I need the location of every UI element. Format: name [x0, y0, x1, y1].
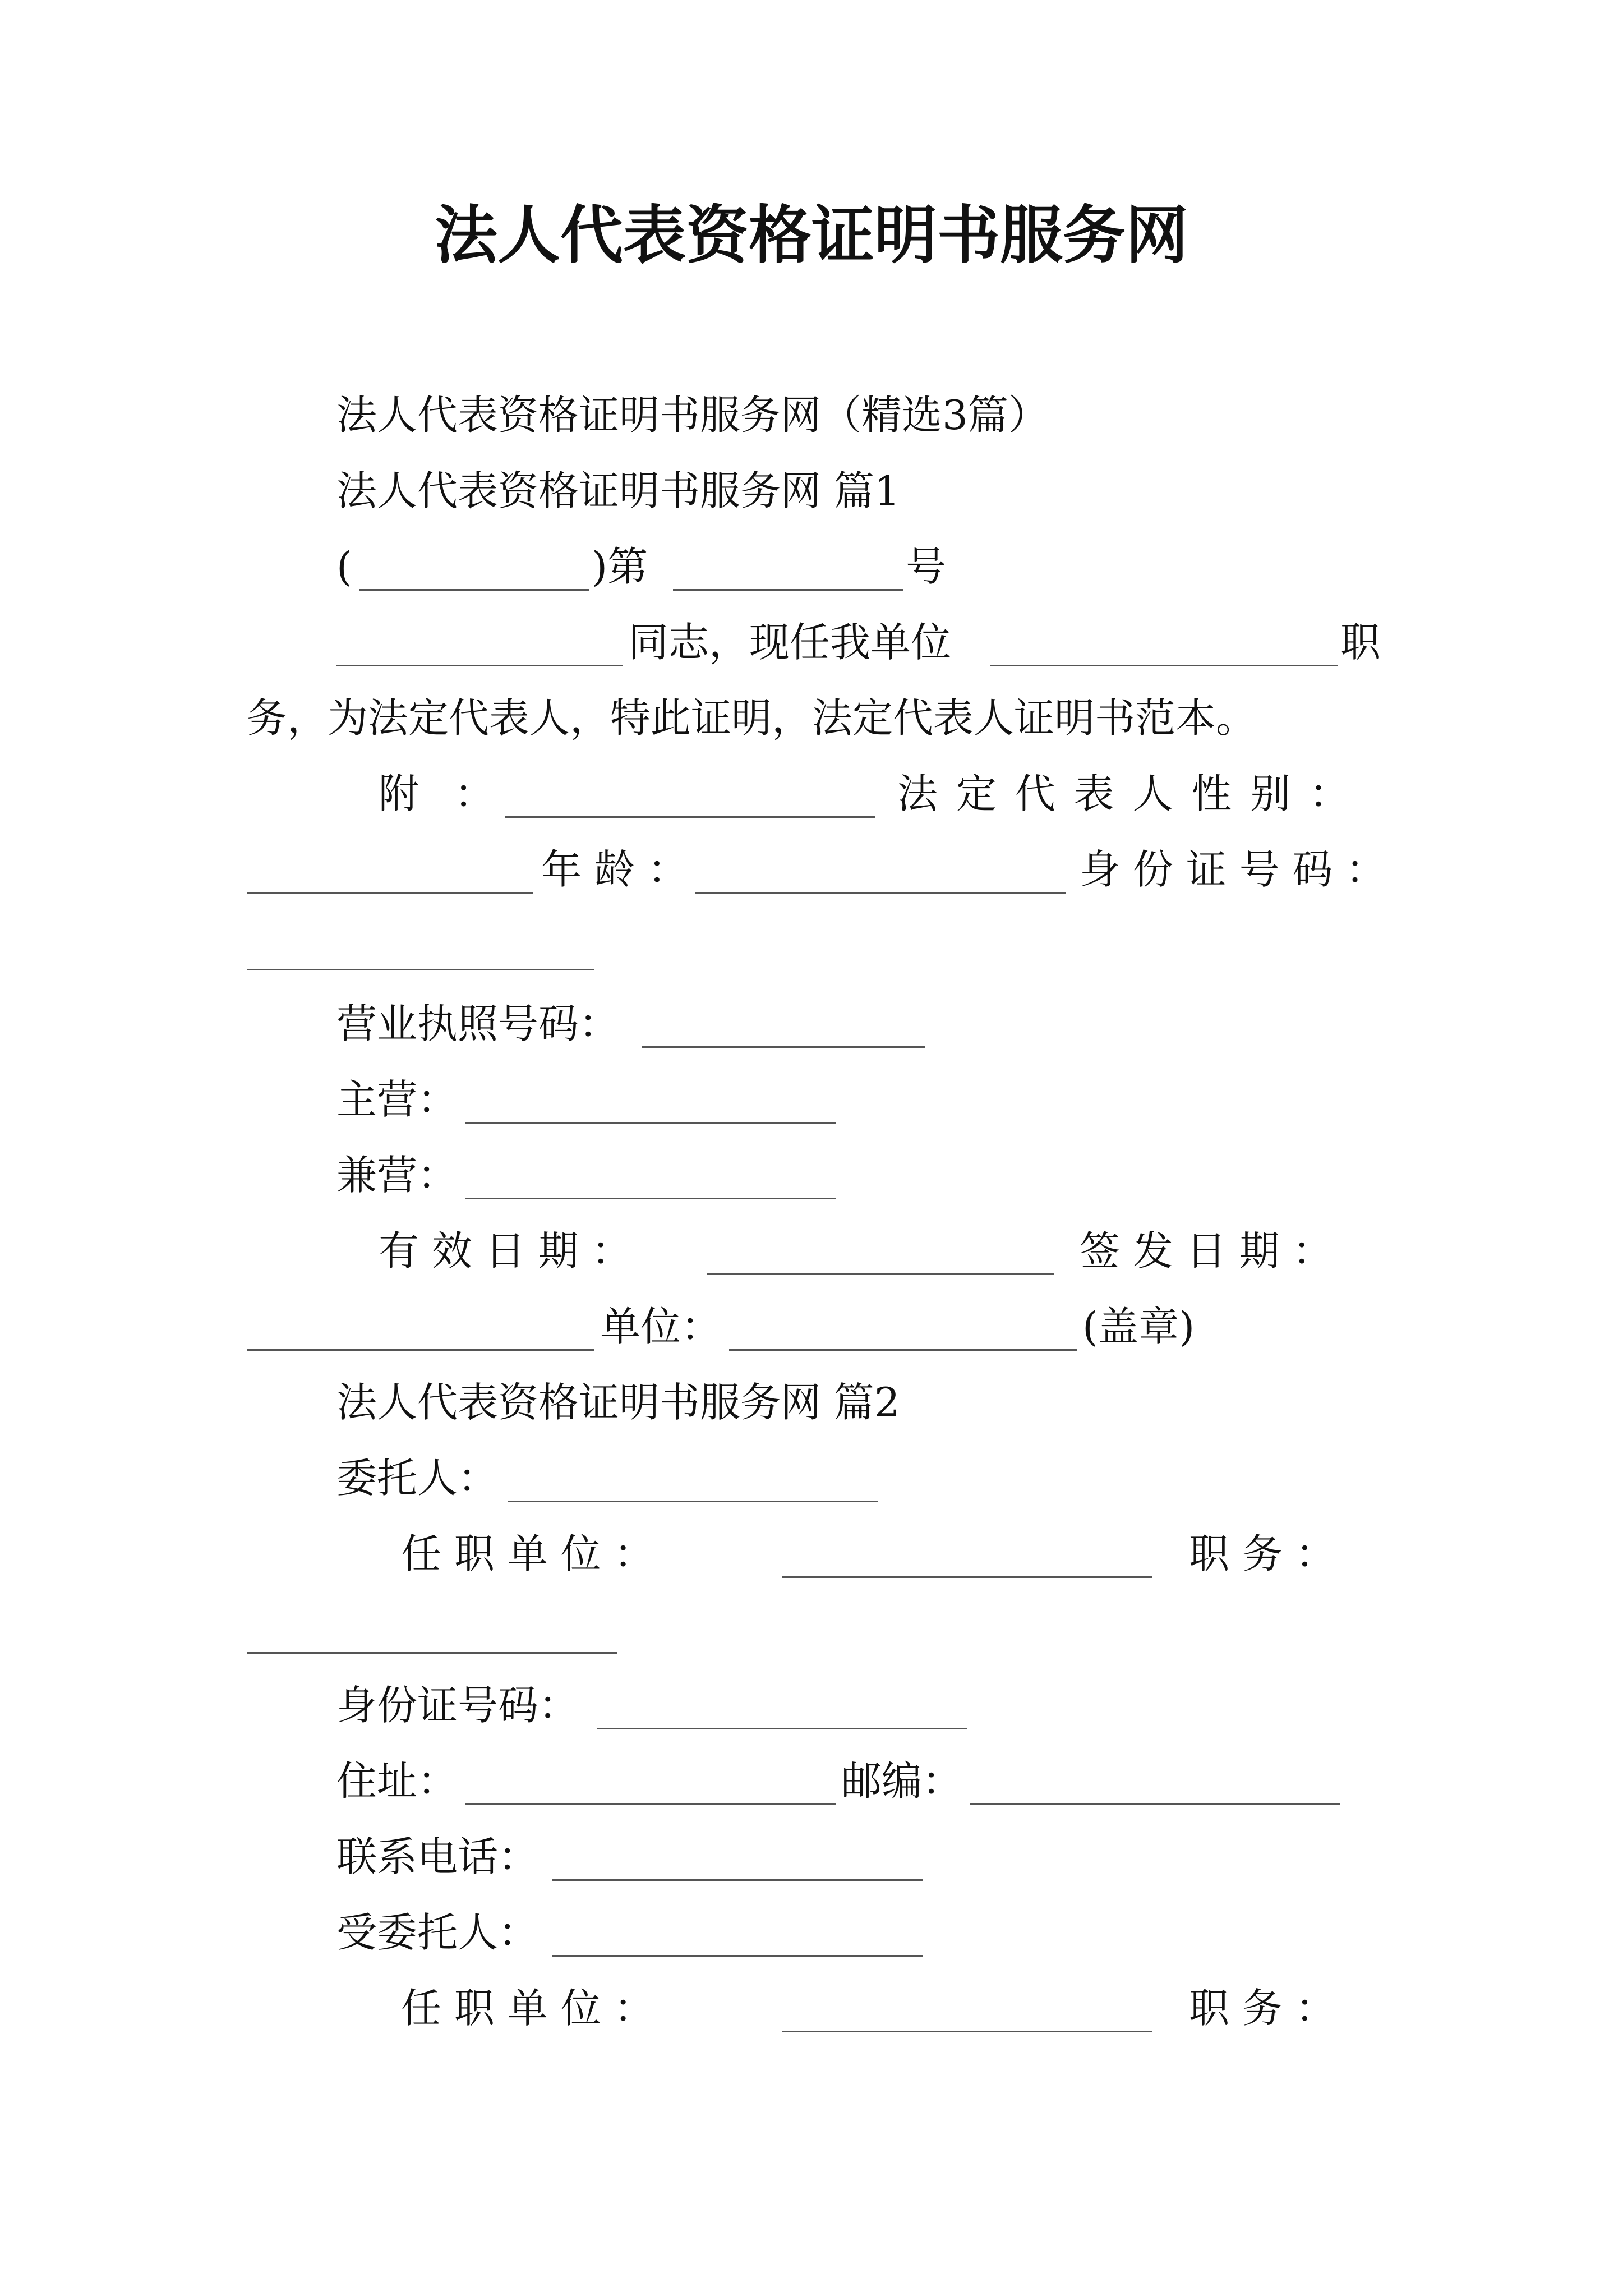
blank-phone[interactable]: [552, 1879, 923, 1881]
blank-number[interactable]: [673, 589, 903, 591]
open-paren: (: [336, 543, 353, 590]
blank-year[interactable]: [359, 589, 589, 591]
blank-main-business[interactable]: [465, 1122, 836, 1124]
phone-label: 联系电话：: [336, 1833, 539, 1880]
statement-line: 务，为法定代表人，特此证明，法定代表人证明书范本。: [247, 694, 1257, 742]
blank-agent[interactable]: [552, 1955, 923, 1957]
address-label: 住址：: [336, 1757, 458, 1805]
blank-job[interactable]: [990, 665, 1338, 666]
blank-name[interactable]: [336, 665, 623, 666]
id-label: 身 份 证 号 码 ：: [1080, 846, 1386, 893]
blank-address[interactable]: [465, 1803, 836, 1805]
blank-side-business[interactable]: [465, 1198, 836, 1199]
zhi-text: 职: [1340, 619, 1381, 666]
document-title: 法人代表资格证明书服务网: [435, 199, 1188, 272]
legal-gender-label: 法 定 代 表 人 性 别 ：: [897, 770, 1350, 817]
blank-principal[interactable]: [508, 1501, 878, 1502]
unit-label: 单位：: [600, 1303, 722, 1350]
blank-id-number[interactable]: [597, 1728, 967, 1729]
blank-issue-date[interactable]: [247, 1349, 594, 1351]
seal-label: (盖章): [1082, 1303, 1195, 1350]
work-unit2-label: 任 职 单 位 ：: [401, 1985, 654, 2032]
intro-line: 法人代表资格证明书服务网（精选3篇）: [336, 392, 1049, 439]
postcode-label: 邮编：: [841, 1757, 963, 1805]
main-business-label: 主营：: [336, 1076, 458, 1123]
section1-heading: 法人代表资格证明书服务网 篇1: [336, 467, 900, 514]
comrade-text: 同志，现任我单位: [628, 619, 952, 666]
license-label: 营业执照号码：: [336, 1000, 620, 1047]
blank-position[interactable]: [247, 1652, 617, 1654]
attach-label: 附 ：: [379, 770, 506, 817]
hao-label: 号: [906, 543, 947, 590]
position2-label: 职 务 ：: [1189, 1985, 1336, 2032]
close-paren-di: )第: [592, 543, 648, 590]
side-business-label: 兼营：: [336, 1152, 458, 1199]
blank-postcode[interactable]: [970, 1803, 1340, 1805]
section2-heading: 法人代表资格证明书服务网 篇2: [336, 1379, 900, 1426]
agent-label: 受委托人：: [336, 1909, 539, 1956]
blank-license[interactable]: [642, 1046, 925, 1048]
blank-work-unit2[interactable]: [782, 2031, 1152, 2032]
blank-age[interactable]: [695, 892, 1066, 894]
position-label: 职 务 ：: [1189, 1530, 1336, 1577]
blank-work-unit[interactable]: [782, 1576, 1152, 1578]
blank-valid-date[interactable]: [707, 1273, 1054, 1275]
principal-label: 委托人：: [336, 1455, 499, 1502]
valid-date-label: 有 效 日 期 ：: [379, 1227, 632, 1274]
blank-attach[interactable]: [505, 816, 875, 818]
blank-id[interactable]: [247, 969, 594, 970]
blank-gender[interactable]: [247, 892, 533, 894]
id-number-label: 身份证号码：: [336, 1682, 579, 1729]
age-label: 年 龄 ：: [541, 846, 688, 893]
blank-unit[interactable]: [729, 1349, 1077, 1351]
work-unit-label: 任 职 单 位 ：: [401, 1530, 654, 1577]
issue-date-label: 签 发 日 期 ：: [1080, 1227, 1333, 1274]
